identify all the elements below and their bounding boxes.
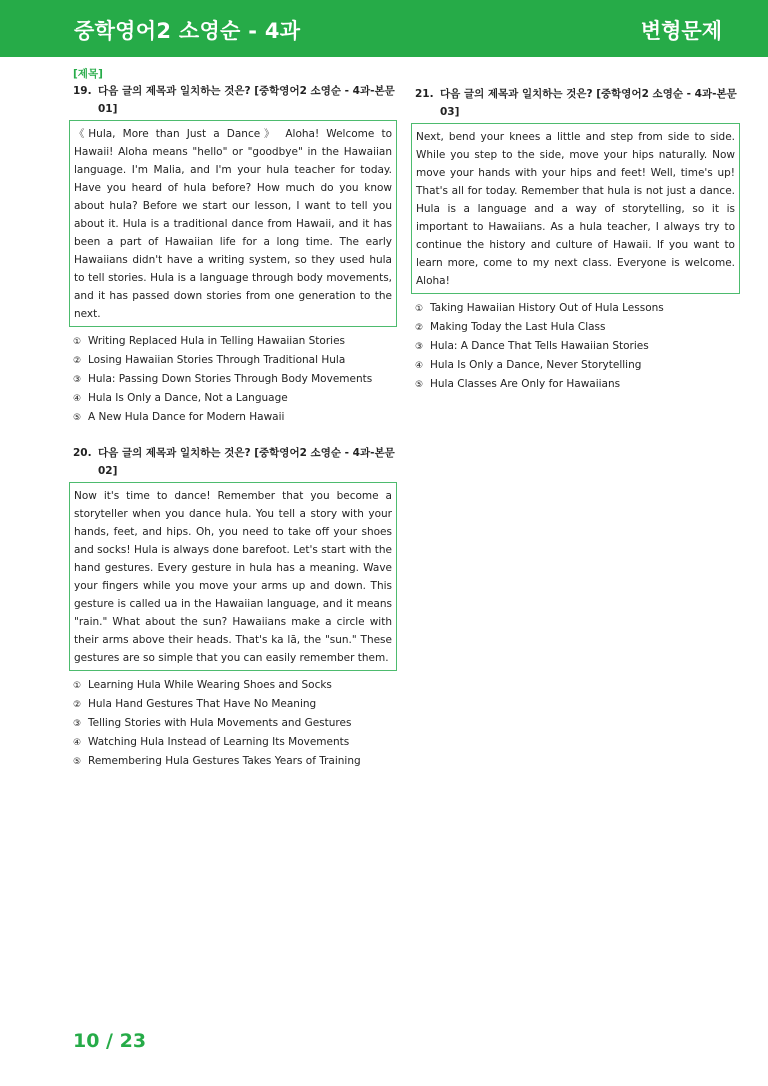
option-text: Learning Hula While Wearing Shoes and Socks <box>88 679 332 691</box>
answer-option[interactable] <box>411 299 740 318</box>
option-number: ② <box>73 356 82 366</box>
option-number: ⑤ <box>73 413 82 423</box>
answer-options <box>69 332 397 427</box>
answer-option[interactable] <box>69 676 397 695</box>
header-section-label: 변형문제 <box>640 19 722 43</box>
answer-option[interactable] <box>411 375 740 394</box>
answer-options <box>411 299 740 394</box>
answer-option[interactable] <box>69 351 397 370</box>
answer-option[interactable] <box>69 332 397 351</box>
question-text: 다음 글의 제목과 일치하는 것은? [중학영어2 소영순 - 4과-본문 03] <box>440 88 737 118</box>
answer-option[interactable] <box>69 408 397 427</box>
answer-option[interactable] <box>69 389 397 408</box>
option-text: Hula Hand Gestures That Have No Meaning <box>88 698 317 710</box>
option-number: ① <box>73 337 82 347</box>
question-number: 19. <box>73 85 92 97</box>
answer-option[interactable] <box>411 337 740 356</box>
option-number: ③ <box>73 375 82 385</box>
option-text: Writing Replaced Hula in Telling Hawaiian Stories <box>88 335 346 347</box>
question-text: 다음 글의 제목과 일치하는 것은? [중학영어2 소영순 - 4과-본문 01] <box>98 85 395 115</box>
question-block-19 <box>69 82 397 427</box>
question-number: 21. <box>415 88 434 100</box>
page-header <box>0 0 768 57</box>
option-text: Making Today the Last Hula Class <box>430 321 606 333</box>
answer-option[interactable] <box>69 752 397 771</box>
answer-options <box>69 676 397 771</box>
option-text: Hula: A Dance That Tells Hawaiian Stories <box>430 340 649 352</box>
answer-option[interactable] <box>69 733 397 752</box>
option-number: ② <box>73 700 82 710</box>
option-text: Watching Hula Instead of Learning Its Movements <box>88 736 350 748</box>
passage-box: Now it's time to dance! Remember that you become a storyteller when you dance hula. You tell a story with your hands, feet, and hips. Oh, you need to take off your shoes and socks! Hula is always done barefoot. Let's start with the hand gestures. Every gesture in hula has a meaning. Wave your fingers while you move your arms up and down. This gesture is called ua in the Hawaiian language, and it means "rain." What about the sun? Hawaiians make a circle with their arms above their heads. That's ka lā, the "sun." These gestures are so simple that you can easily remember them. <box>69 482 397 671</box>
question-stem <box>411 85 740 121</box>
question-stem <box>69 444 397 480</box>
category-label: [제목] <box>73 68 103 80</box>
option-text: Telling Stories with Hula Movements and Gestures <box>88 717 352 729</box>
answer-option[interactable] <box>411 318 740 337</box>
option-number: ④ <box>73 738 82 748</box>
question-block-20 <box>69 444 397 771</box>
option-text: Losing Hawaiian Stories Through Traditional Hula <box>88 354 346 366</box>
option-number: ④ <box>73 394 82 404</box>
option-number: ② <box>415 323 424 333</box>
option-text: Taking Hawaiian History Out of Hula Lessons <box>430 302 664 314</box>
answer-option[interactable] <box>411 356 740 375</box>
option-number: ① <box>73 681 82 691</box>
passage-box: Next, bend your knees a little and step from side to side. While you step to the side, move your hips naturally. Now move your hands with your hips and feet! Well, time's up! That's all for today. Remember that hula is not just a dance. Hula is a language and a way of storytelling, so it is important to Hawaiians. As a hula teacher, I always try to continue the history and culture of Hawaii. If you want to learn more, come to my next class. Everyone is welcome. Aloha! <box>411 123 740 294</box>
option-number: ⑤ <box>415 380 424 390</box>
option-number: ③ <box>415 342 424 352</box>
question-text: 다음 글의 제목과 일치하는 것은? [중학영어2 소영순 - 4과-본문 02] <box>98 447 395 477</box>
question-stem <box>69 82 397 118</box>
option-text: A New Hula Dance for Modern Hawaii <box>88 411 285 423</box>
option-text: Hula Is Only a Dance, Never Storytelling <box>430 359 642 371</box>
option-text: Remembering Hula Gestures Takes Years of Training <box>88 755 361 767</box>
option-text: Hula: Passing Down Stories Through Body Movements <box>88 373 373 385</box>
question-number: 20. <box>73 447 92 459</box>
answer-option[interactable] <box>69 714 397 733</box>
header-title: 중학영어2 소영순 - 4과 <box>74 19 301 43</box>
right-column <box>411 85 740 394</box>
option-number: ④ <box>415 361 424 371</box>
option-text: Hula Is Only a Dance, Not a Language <box>88 392 288 404</box>
answer-option[interactable] <box>69 370 397 389</box>
option-number: ③ <box>73 719 82 729</box>
question-block-21 <box>411 85 740 394</box>
option-text: Hula Classes Are Only for Hawaiians <box>430 378 621 390</box>
page-number: 10 / 23 <box>73 1030 147 1052</box>
passage-box: 《Hula, More than Just a Dance》 Aloha! Welcome to Hawaii! Aloha means "hello" or "goodbye" in the Hawaiian language. I'm Malia, and I'm your hula teacher for today. Have you heard of hula before? How much do you know about hula? Before we start our lesson, I want to tell you about it. Hula is a traditional dance from Hawaii, and it has been a part of Hawaiian life for a long time. The early Hawaiians didn't have a writing system, so they used hula to tell stories. Hula is a language through body movements, and it has passed down stories from one generation to the next. <box>69 120 397 327</box>
option-number: ① <box>415 304 424 314</box>
option-number: ⑤ <box>73 757 82 767</box>
left-column <box>69 66 397 771</box>
answer-option[interactable] <box>69 695 397 714</box>
